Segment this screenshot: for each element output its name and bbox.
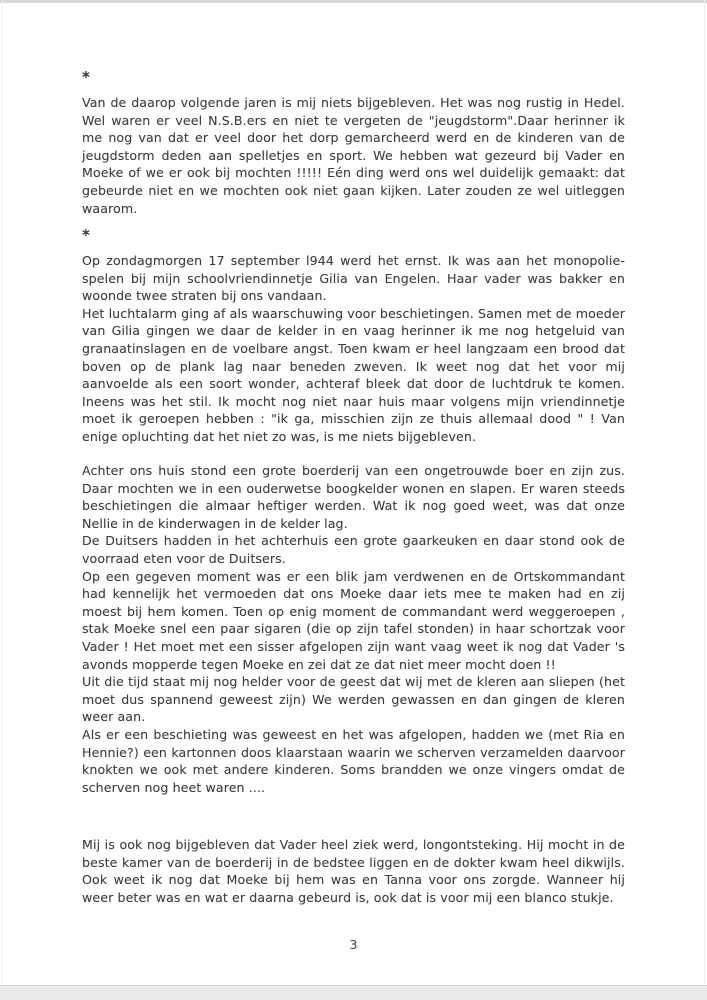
paragraph: Op zondagmorgen 17 september l944 werd het ernst. Ik was aan het monopolie-spelen bij mijn schoolvriendinnetje Gilia van Engelen. Haar vader was bakker en woonde twee straten bij ons vandaan.	[82, 253, 625, 304]
section-marker: *	[82, 68, 90, 86]
paragraph: Achter ons huis stond een grote boerderij van een ongetrouwde boer en zijn zus. Daar mochten we in een ouderwetse boogkelder wonen en slapen. Er waren steeds beschietingen die almaar heftiger werden. Wat ik nog goed weet, was dat onze Nellie in de kinderwagen in de kelder lag.	[82, 463, 625, 531]
paragraph: Van de daarop volgende jaren is mij niets bijgebleven. Het was nog rustig in Hedel. Wel waren er veel N.S.B.ers en niet te vergeten de "jeugdstorm".Daar herinner ik me nog van dat er veel door het dorp gemarcheerd werd en de kinderen van de jeugdstorm deden aan spelletjes en sport. We hebben wat gezeurd bij Vader en Moeke of we er ook bij mochten !!!!! Eén ding werd ons wel duidelijk gemaakt: dat gebeurde niet en we mochten ook niet gaan kijken. Later zouden ze wel uitleggen waarom.	[82, 95, 625, 216]
text-group-1	[82, 70, 625, 217]
paragraph: De Duitsers hadden in het achterhuis een grote gaarkeuken en daar stond ook de voorraad eten voor de Duitsers.	[82, 533, 625, 566]
paragraph: Mij is ook nog bijgebleven dat Vader heel ziek werd, longontsteking. Hij mocht in de beste kamer van de boerderij in de bedstee liggen en de dokter kwam heel dikwijls. Ook weet ik nog dat Moeke bij hem was en Tanna voor ons zorgde. Wanneer hij weer beter was en wat er daarna gebeurd is, ook dat is voor mij een blanco stukje.	[82, 837, 625, 905]
scan-edge-top	[0, 0, 707, 3]
section-marker: *	[82, 226, 90, 244]
scan-edge-bottom	[0, 985, 707, 1000]
scan-edge-right	[704, 0, 705, 1000]
scan-edge-left	[2, 0, 3, 1000]
text-group-3	[82, 462, 625, 796]
page-number: 3	[349, 937, 358, 952]
paragraph: Als er een beschieting was geweest en het was afgelopen, hadden we (met Ria en Hennie?) een kartonnen doos klaarstaan waarin we scherven verzamelden daarvoor knokten we ook met andere kinderen. Soms brandden we onze vingers omdat de scherven nog heet waren ....	[82, 726, 625, 795]
text-group-2	[82, 228, 625, 446]
paragraph: Het luchtalarm ging af als waarschuwing voor beschietingen. Samen met de moeder van Gilia gingen we daar de kelder in en vaag herinner ik me nog hetgeluid van granaatinslagen en de voelbare angst. Toen kwam er heel langzaam een brood dat boven op de plank lag naar beneden zweven. Ik weet nog dat het voor mij aanvoelde als een soort wonder, achteraf bleek dat door de luchtdruk te komen. Ineens was het stil. Ik mocht nog niet naar huis maar volgens mijn vriendinnetje moet ik geroepen hebben : "ik ga, misschien zijn ze thuis allemaal dood " ! Van enige opluchting dat het niet zo was, is me niets bijgebleven.	[82, 305, 625, 444]
paragraph: Uit die tijd staat mij nog helder voor de geest dat wij met de kleren aan sliepen (het moet dus spannend geweest zijn) We werden gewassen en dan gingen de kleren weer aan.	[82, 674, 625, 725]
text-group-4	[82, 836, 625, 906]
paragraph: Op een gegeven moment was er een blik jam verdwenen en de Ortskommandant had kennelijk het vermoeden dat ons Moeke daar iets mee te maken had en zij moest bij hem komen. Toen op enig moment de commandant werd weggeroepen , stak Moeke snel een paar sigaren (die op zijn tafel stonden) in haar schortzak voor Vader ! Het moet met een sisser afgelopen zijn want vaag weet ik nog dat Vader 's avonds mopperde tegen Moeke en zei dat ze dat niet meer mocht doen !!	[82, 568, 625, 672]
